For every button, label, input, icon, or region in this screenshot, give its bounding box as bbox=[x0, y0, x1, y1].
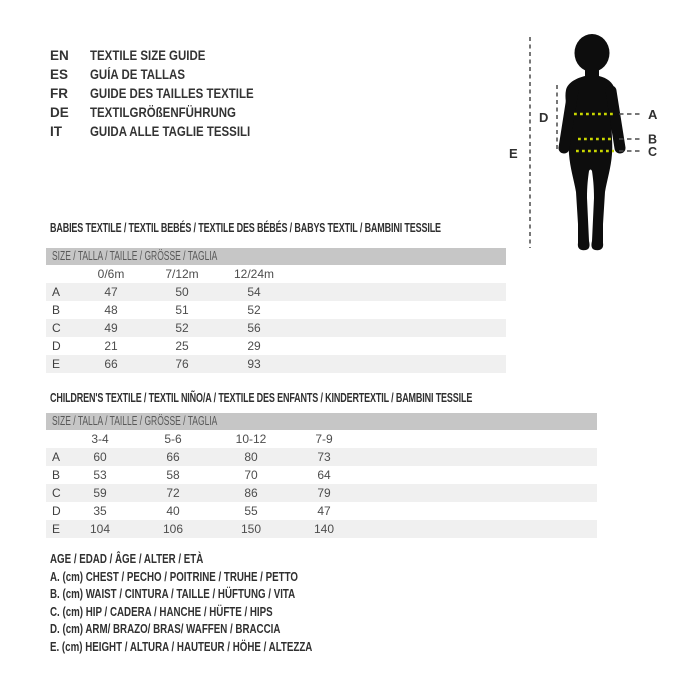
babies-section-heading: BABIES TEXTILE / TEXTIL BEBÉS / TEXTILE DES BÉBÉS / BABYS TEXTIL / BAMBINI TESSILE bbox=[50, 221, 441, 235]
cell-value: 79 bbox=[317, 486, 331, 500]
row-label: C bbox=[52, 321, 61, 335]
cell-value: 47 bbox=[104, 285, 118, 299]
cell-value: 40 bbox=[166, 504, 180, 518]
table-row bbox=[46, 283, 506, 301]
cell-value: 52 bbox=[175, 321, 189, 335]
cell-value: 104 bbox=[89, 522, 111, 536]
size-header-bar: SIZE / TALLA / TAILLE / GRÖSSE / TAGLIA bbox=[46, 248, 506, 265]
cell-value: 64 bbox=[317, 468, 331, 482]
measurement-legend bbox=[50, 551, 386, 656]
cell-value: 60 bbox=[93, 450, 107, 464]
cell-value: 55 bbox=[244, 504, 258, 518]
language-code: FR bbox=[50, 86, 68, 101]
language-code: EN bbox=[50, 48, 69, 63]
cell-value: 72 bbox=[166, 486, 180, 500]
guide-title-de: TEXTILGRÖßENFÜHRUNG bbox=[90, 105, 236, 120]
measure-label-e: E bbox=[509, 146, 518, 161]
age-column: 0/6m bbox=[97, 267, 125, 281]
language-row bbox=[50, 122, 283, 141]
age-column: 12/24m bbox=[233, 267, 275, 281]
row-label: B bbox=[52, 303, 61, 317]
legend-line-hip: C. (cm) HIP / CADERA / HANCHE / HÜFTE / HIPS bbox=[50, 604, 273, 619]
cell-value: 66 bbox=[104, 357, 118, 371]
row-label: C bbox=[52, 486, 61, 500]
guide-title-en: TEXTILE SIZE GUIDE bbox=[90, 48, 206, 63]
legend-line-height: E. (cm) HEIGHT / ALTURA / HAUTEUR / HÖHE / ALTEZZA bbox=[50, 639, 313, 654]
legend-line-arm: D. (cm) ARM/ BRAZO/ BRAS/ WAFFEN / BRACCIA bbox=[50, 622, 281, 636]
language-row bbox=[50, 84, 283, 103]
cell-value: 56 bbox=[247, 321, 261, 335]
measure-label-d: D bbox=[539, 110, 549, 125]
table-row bbox=[46, 466, 597, 484]
cell-value: 54 bbox=[247, 285, 261, 299]
language-row bbox=[50, 46, 283, 65]
guide-title-fr: GUIDE DES TAILLES TEXTILE bbox=[90, 86, 254, 101]
measure-label-a: A bbox=[648, 107, 658, 122]
babies-size-table bbox=[46, 248, 506, 373]
cell-value: 86 bbox=[244, 486, 258, 500]
children-size-table bbox=[46, 413, 597, 538]
table-row bbox=[46, 448, 597, 466]
row-label: E bbox=[52, 357, 61, 371]
legend-line-age: AGE / EDAD / ÂGE / ALTER / ETÀ bbox=[50, 552, 204, 566]
cell-value: 35 bbox=[93, 504, 107, 518]
age-column: 5-6 bbox=[164, 432, 182, 446]
cell-value: 29 bbox=[247, 339, 261, 353]
language-row bbox=[50, 103, 283, 122]
cell-value: 48 bbox=[104, 303, 118, 317]
cell-value: 25 bbox=[175, 339, 189, 353]
table-row bbox=[46, 319, 506, 337]
row-label: A bbox=[52, 450, 61, 464]
row-label: D bbox=[52, 339, 61, 353]
cell-value: 150 bbox=[240, 522, 262, 536]
cell-value: 53 bbox=[93, 468, 107, 482]
size-header-bar: SIZE / TALLA / TAILLE / GRÖSSE / TAGLIA bbox=[46, 413, 597, 430]
cell-value: 66 bbox=[166, 450, 180, 464]
row-label: E bbox=[52, 522, 61, 536]
cell-value: 52 bbox=[247, 303, 261, 317]
age-column: 7-9 bbox=[315, 432, 333, 446]
cell-value: 49 bbox=[104, 321, 118, 335]
silhouette-right-arm bbox=[611, 91, 620, 148]
row-label: D bbox=[52, 504, 61, 518]
cell-value: 21 bbox=[104, 339, 118, 353]
age-columns-row bbox=[46, 430, 597, 448]
age-column: 10-12 bbox=[235, 432, 267, 446]
table-row bbox=[46, 301, 506, 319]
table-row bbox=[46, 502, 597, 520]
cell-value: 140 bbox=[313, 522, 335, 536]
cell-value: 58 bbox=[166, 468, 180, 482]
language-row bbox=[50, 65, 283, 84]
language-code: ES bbox=[50, 67, 69, 82]
measure-label-b: B bbox=[648, 132, 658, 147]
cell-value: 59 bbox=[93, 486, 107, 500]
cell-value: 47 bbox=[317, 504, 331, 518]
child-silhouette bbox=[564, 34, 620, 250]
cell-value: 51 bbox=[175, 303, 189, 317]
cell-value: 80 bbox=[244, 450, 258, 464]
language-code: IT bbox=[50, 124, 62, 139]
age-column: 7/12m bbox=[165, 267, 199, 281]
table-row bbox=[46, 337, 506, 355]
cell-value: 93 bbox=[247, 357, 261, 371]
cell-value: 50 bbox=[175, 285, 189, 299]
cell-value: 73 bbox=[317, 450, 331, 464]
language-title-list bbox=[50, 46, 283, 141]
cell-value: 70 bbox=[244, 468, 258, 482]
legend-line-chest: A. (cm) CHEST / PECHO / POITRINE / TRUHE / PETTO bbox=[50, 569, 298, 584]
guide-title-es: GUÍA DE TALLAS bbox=[90, 67, 185, 82]
legend-line-waist: B. (cm) WAIST / CINTURA / TAILLE / HÜFTUNG / VITA bbox=[50, 587, 296, 601]
children-section-heading: CHILDREN'S TEXTILE / TEXTIL NIÑO/A / TEXTILE DES ENFANTS / KINDERTEXTIL / BAMBINI TESSILE bbox=[50, 391, 473, 405]
row-label: A bbox=[52, 285, 61, 299]
cell-value: 76 bbox=[175, 357, 189, 371]
cell-value: 106 bbox=[162, 522, 184, 536]
age-columns-row bbox=[46, 265, 506, 283]
table-row bbox=[46, 520, 597, 538]
row-label: B bbox=[52, 468, 61, 482]
table-row bbox=[46, 355, 506, 373]
language-code: DE bbox=[50, 105, 69, 120]
measure-label-c: C bbox=[648, 145, 658, 159]
guide-title-it: GUIDA ALLE TAGLIE TESSILI bbox=[90, 124, 251, 139]
table-row bbox=[46, 484, 597, 502]
age-column: 3-4 bbox=[91, 432, 109, 446]
